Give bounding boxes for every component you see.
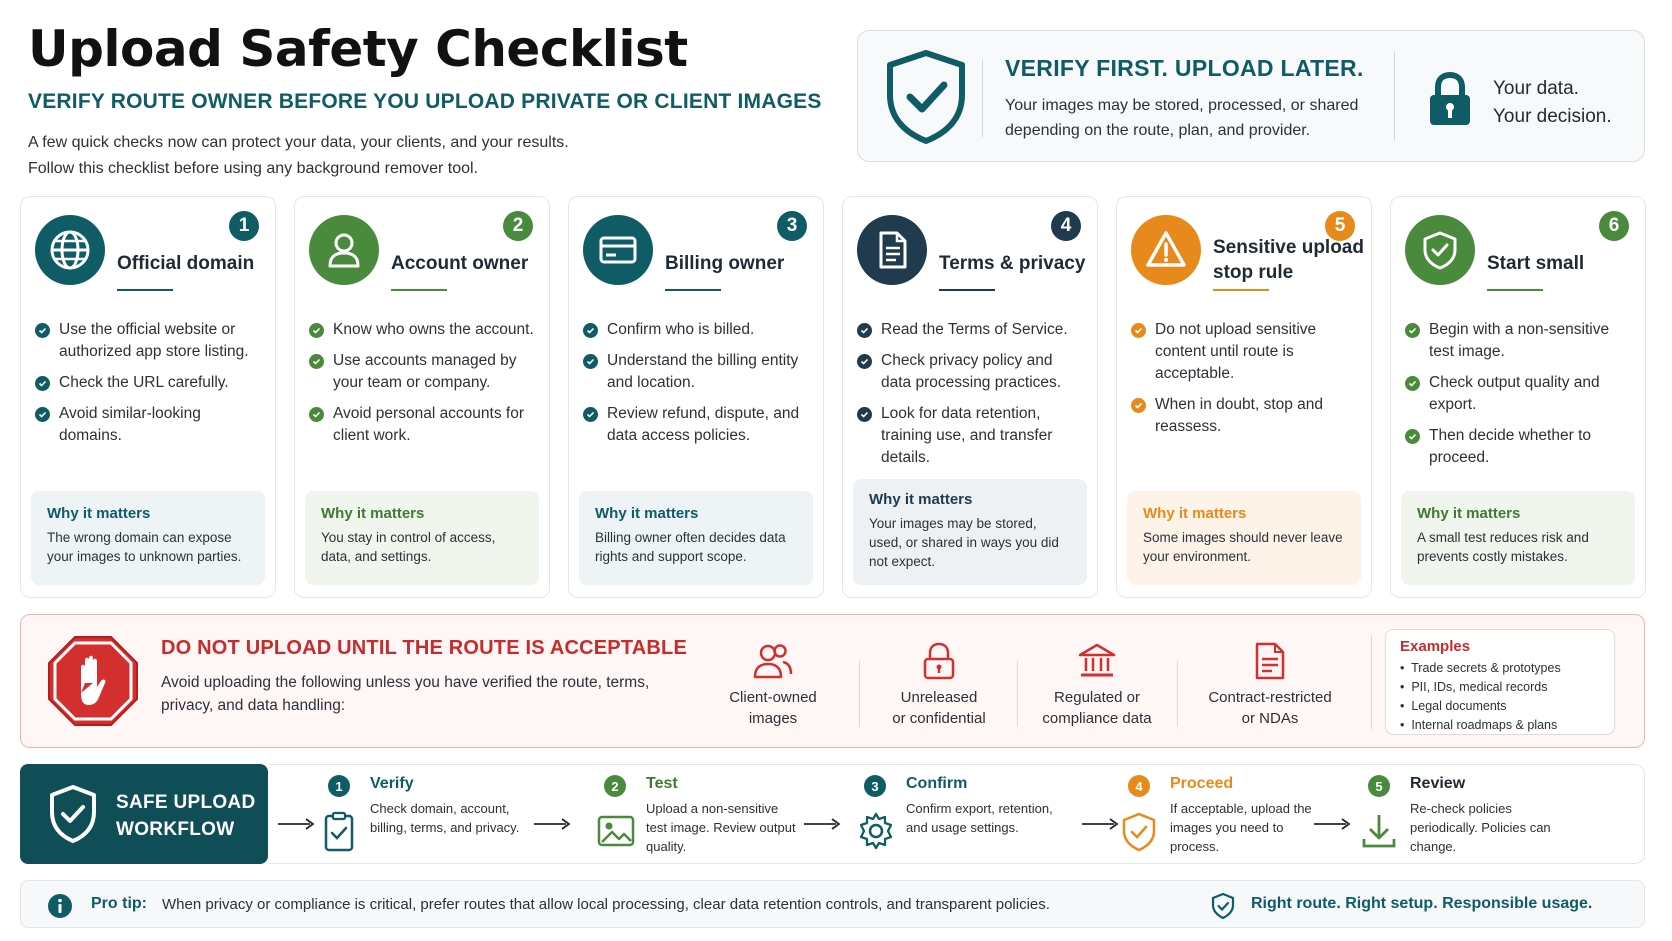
list-item: Confirm who is billed. (583, 319, 811, 341)
list-item: Check output quality and export. (1405, 372, 1633, 416)
list-item: Avoid personal accounts for client work. (309, 403, 537, 447)
title-underline (665, 289, 721, 291)
user-icon (309, 215, 379, 285)
category-contract-restricted: Contract-restricted or NDAs (1181, 641, 1359, 729)
list-item: • Legal documents (1400, 699, 1507, 713)
image-icon (596, 811, 636, 851)
list-item: • Internal roadmaps & plans (1400, 718, 1558, 732)
check-icon (857, 407, 872, 422)
checklist-card-official-domain (20, 196, 276, 598)
list-item: Understand the billing entity and location. (583, 350, 811, 394)
your-data-text (1493, 75, 1612, 131)
shield-check-icon (884, 49, 968, 145)
category-regulated: Regulated or compliance data (1019, 641, 1175, 729)
lock-icon (921, 641, 957, 681)
why-text: The wrong domain can expose your images to unknown parties. (47, 530, 242, 564)
why-it-matters-box (305, 491, 539, 585)
list-item: Know who owns the account. (309, 319, 537, 341)
page-subtitle: VERIFY ROUTE OWNER BEFORE YOU UPLOAD PRIVATE OR CLIENT IMAGES (28, 90, 822, 113)
step-number-badge: 2 (503, 211, 533, 241)
workflow-label: SAFE UPLOAD WORKFLOW (20, 764, 268, 864)
shield-check-icon (48, 784, 98, 844)
title-underline (1213, 289, 1269, 291)
bullet-list (309, 319, 537, 456)
list-item: Do not upload sensitive content until route is acceptable. (1131, 319, 1359, 385)
step-number-badge: 5 (1368, 775, 1390, 797)
warning-icon (1131, 215, 1201, 285)
divider (1017, 661, 1018, 727)
check-icon (1405, 376, 1420, 391)
pro-tip-text: When privacy or compliance is critical, prefer routes that allow local processing, clear data retention controls, and transparent policies. (162, 896, 1050, 913)
intro-line-2: Follow this checklist before using any background remover tool. (28, 160, 478, 177)
step-number-badge: 3 (777, 211, 807, 241)
list-item: When in doubt, stop and reassess. (1131, 394, 1359, 438)
why-text: Some images should never leave your environment. (1143, 530, 1343, 564)
step-number-badge: 1 (229, 211, 259, 241)
check-icon (35, 323, 50, 338)
check-icon (1131, 323, 1146, 338)
your-decision-line: Your decision. (1493, 106, 1612, 127)
step-number-badge: 4 (1128, 775, 1150, 797)
bullet-list (857, 319, 1085, 478)
list-item: • PII, IDs, medical records (1400, 680, 1548, 694)
check-icon (35, 407, 50, 422)
step-title: Test (646, 775, 678, 792)
step-text: Check domain, account, billing, terms, and privacy. (370, 801, 520, 835)
header (28, 20, 828, 182)
examples-heading: Examples (1400, 638, 1471, 655)
examples-box (1385, 629, 1615, 735)
step-number-badge: 5 (1325, 211, 1355, 241)
title-underline (117, 289, 173, 291)
list-item: Use the official website or authorized app store listing. (35, 319, 263, 363)
card-title: Billing owner (665, 253, 785, 274)
title-underline (939, 289, 995, 291)
donot-heading: DO NOT UPLOAD UNTIL THE ROUTE IS ACCEPTABLE (161, 637, 688, 659)
title-underline (391, 289, 447, 291)
card-title: Sensitive upload stop rule (1213, 237, 1364, 283)
list-item: Check privacy policy and data processing practices. (857, 350, 1085, 394)
divider (859, 661, 860, 727)
step-text: Re-check policies periodically. Policies can change. (1410, 801, 1551, 854)
list-item: Use accounts managed by your team or company. (309, 350, 537, 394)
card-title: Account owner (391, 253, 529, 274)
step-number-badge: 3 (864, 775, 886, 797)
checklist-card-sensitive-upload (1116, 196, 1372, 598)
step-title: Confirm (906, 775, 968, 792)
users-icon (752, 641, 794, 681)
divider (1177, 661, 1178, 727)
step-text: Upload a non-sensitive test image. Review output quality. (646, 801, 796, 854)
why-heading: Why it matters (1143, 505, 1247, 522)
shield-check-icon (1120, 811, 1158, 853)
step-number-badge: 2 (604, 775, 626, 797)
verify-heading: VERIFY FIRST. UPLOAD LATER. (1005, 55, 1364, 81)
why-text: A small test reduces risk and prevents costly mistakes. (1417, 530, 1589, 564)
why-it-matters-box (1401, 491, 1635, 585)
divider (1394, 51, 1395, 141)
check-icon (857, 323, 872, 338)
why-it-matters-box (579, 491, 813, 585)
info-icon (47, 893, 73, 919)
check-icon (309, 323, 324, 338)
check-icon (857, 354, 872, 369)
arrow-right-icon (532, 817, 572, 831)
check-icon (583, 354, 598, 369)
check-icon (583, 407, 598, 422)
step-number-badge: 1 (328, 775, 350, 797)
list-item: Look for data retention, training use, and transfer details. (857, 403, 1085, 469)
intro-text (28, 130, 828, 182)
credit-card-icon (583, 215, 653, 285)
stop-hand-icon (45, 633, 141, 729)
contract-icon (1253, 641, 1287, 681)
list-item: • Trade secrets & prototypes (1400, 661, 1561, 675)
donot-text: Avoid uploading the following unless you have verified the route, terms, privacy, and data handling: (161, 674, 650, 714)
title-underline (1487, 289, 1543, 291)
step-number-badge: 6 (1599, 211, 1629, 241)
category-unreleased: Unreleased or confidential (861, 641, 1017, 729)
list-item: Check the URL carefully. (35, 372, 263, 394)
step-title: Review (1410, 775, 1466, 792)
shield-check-icon (1211, 892, 1235, 920)
shield-check-icon (1405, 215, 1475, 285)
checklist-card-billing-owner (568, 196, 824, 598)
check-icon (1405, 429, 1420, 444)
list-item: Review refund, dispute, and data access policies. (583, 403, 811, 447)
check-icon (583, 323, 598, 338)
bullet-list (35, 319, 263, 456)
why-it-matters-box (853, 479, 1087, 585)
bullet-list (1405, 319, 1633, 478)
checklist-icon (320, 811, 358, 855)
step-number-badge: 4 (1051, 211, 1081, 241)
page-title: Upload Safety Checklist (28, 20, 688, 78)
category-client-owned: Client-owned images (695, 641, 851, 729)
why-heading: Why it matters (595, 505, 699, 522)
list-item: Read the Terms of Service. (857, 319, 1085, 341)
step-title: Proceed (1170, 775, 1234, 792)
list-item: Begin with a non-sensitive test image. (1405, 319, 1633, 363)
why-text: Your images may be stored, used, or shared in ways you did not expect. (869, 516, 1059, 569)
workflow-steps (268, 764, 1645, 864)
lock-icon (1426, 71, 1474, 127)
why-heading: Why it matters (321, 505, 425, 522)
intro-line-1: A few quick checks now can protect your data, your clients, and your results. (28, 134, 569, 151)
step-text: If acceptable, upload the images you need to process. (1170, 801, 1312, 854)
list-item: Then decide whether to proceed. (1405, 425, 1633, 469)
slogan: Right route. Right setup. Responsible usage. (1251, 895, 1593, 912)
do-not-upload-banner (20, 614, 1645, 748)
divider (982, 59, 983, 137)
checklist-card-account-owner (294, 196, 550, 598)
bullet-list (1131, 319, 1359, 447)
check-icon (1405, 323, 1420, 338)
check-icon (309, 354, 324, 369)
document-icon (857, 215, 927, 285)
your-data-line: Your data. (1493, 78, 1579, 99)
verify-text: Your images may be stored, processed, or shared depending on the route, plan, and provider. (1005, 97, 1359, 139)
why-heading: Why it matters (869, 491, 973, 508)
arrow-right-icon (1080, 817, 1120, 831)
download-icon (1360, 811, 1398, 851)
why-heading: Why it matters (1417, 505, 1521, 522)
check-icon (309, 407, 324, 422)
check-icon (1131, 398, 1146, 413)
why-text: Billing owner often decides data rights and support scope. (595, 530, 786, 564)
bank-icon (1077, 641, 1117, 681)
arrow-right-icon (276, 817, 316, 831)
globe-icon (35, 215, 105, 285)
why-it-matters-box (31, 491, 265, 585)
check-icon (35, 376, 50, 391)
verify-banner (857, 30, 1645, 162)
step-title: Verify (370, 775, 414, 792)
why-text: You stay in control of access, data, and settings. (321, 530, 496, 564)
checklist-card-start-small (1390, 196, 1646, 598)
card-title: Terms & privacy (939, 253, 1086, 274)
arrow-right-icon (802, 817, 842, 831)
list-item: Avoid similar-looking domains. (35, 403, 263, 447)
pro-tip-bar (20, 880, 1645, 928)
pro-tip-label: Pro tip: (91, 895, 147, 912)
checklist-card-terms-privacy (842, 196, 1098, 598)
why-it-matters-box (1127, 491, 1361, 585)
card-title: Start small (1487, 253, 1585, 274)
gear-icon (856, 811, 896, 851)
bullet-list (583, 319, 811, 456)
card-title: Official domain (117, 253, 255, 274)
why-heading: Why it matters (47, 505, 151, 522)
arrow-right-icon (1312, 817, 1352, 831)
step-text: Confirm export, retention, and usage settings. (906, 801, 1053, 835)
divider (1371, 635, 1372, 729)
